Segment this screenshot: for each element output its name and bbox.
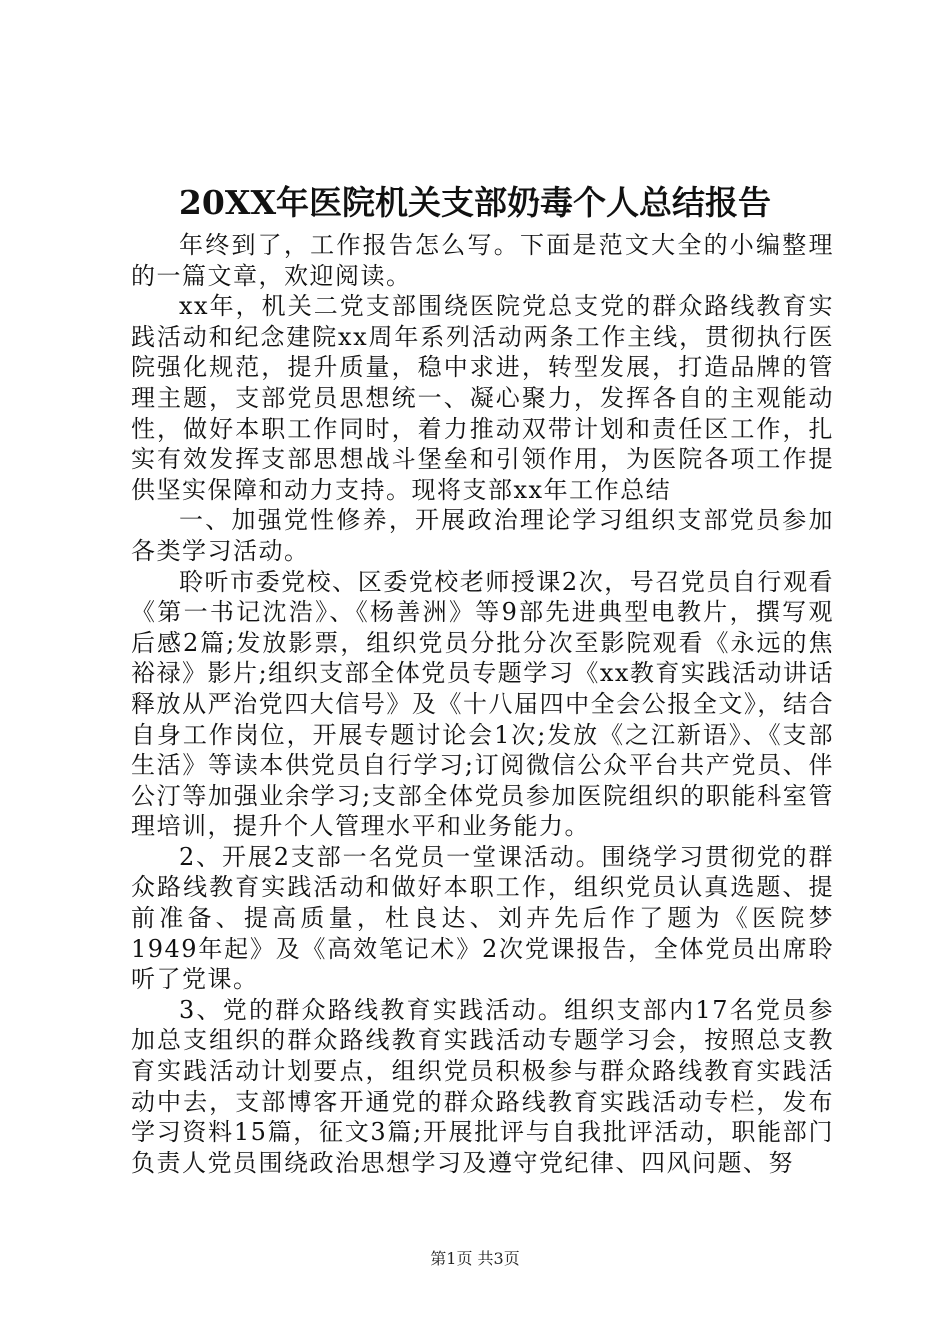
paragraph: 年终到了，工作报告怎么写。下面是范文大全的小编整理的一篇文章，欢迎阅读。 <box>131 231 834 290</box>
paragraph: 聆听市委党校、区委党校老师授课2次，号召党员自行观看《第一书记沈浩》、《杨善洲》等9部先进典型电教片，撰写观后感2篇;发放影票，组织党员分批分次至影院观看《永远的焦裕禄》影片;组织支部全体党员专题学习《xx教育实践活动讲话释放从严治党四大信号》及《十八届四中全会公报全文》，结合自身工作岗位，开展专题讨论会1次;发放《之江新语》、《支部生活》等读本供党员自行学习;订阅微信公众平台共产党员、伴公汀等加强业余学习;支部全体党员参加医院组织的职能科室管理培训，提升个人管理水平和业务能力。 <box>131 567 834 841</box>
paragraph: xx年，机关二党支部围绕医院党总支党的群众路线教育实践活动和纪念建院xx周年系列活动两条工作主线，贯彻执行医院强化规范，提升质量，稳中求进，转型发展，打造品牌的管理主题，支部党员思想统一、凝心聚力，发挥各自的主观能动性，做好本职工作同时，着力推动双带计划和责任区工作，扎实有效发挥支部思想战斗堡垒和引领作用，为医院各项工作提供坚实保障和动力支持。现将支部xx年工作总结 <box>131 292 834 504</box>
paragraph: 一、加强党性修养，开展政治理论学习组织支部党员参加各类学习活动。 <box>131 506 834 565</box>
paragraph: 2、开展2支部一名党员一堂课活动。围绕学习贯彻党的群众路线教育实践活动和做好本职工作，组织党员认真选题、提前准备、提高质量，杜良达、刘卉先后作了题为《医院梦1949年起》及《高效笔记术》2次党课报告，全体党员出席聆听了党课。 <box>131 842 834 994</box>
page-footer: 第1页 共3页 <box>430 1249 520 1268</box>
document-title: 20XX年医院机关支部奶毒个人总结报告 <box>178 183 772 222</box>
document-body <box>131 230 834 1178</box>
paragraph: 3、党的群众路线教育实践活动。组织支部内17名党员参加总支组织的群众路线教育实践活动专题学习会，按照总支教育实践活动计划要点，组织党员积极参与群众路线教育实践活动中去，支部博客开通党的群众路线教育实践活动专栏，发布学习资料15篇，征文3篇;开展批评与自我批评活动，职能部门负责人党员围绕政治思想学习及遵守党纪律、四风问题、努 <box>131 995 834 1177</box>
